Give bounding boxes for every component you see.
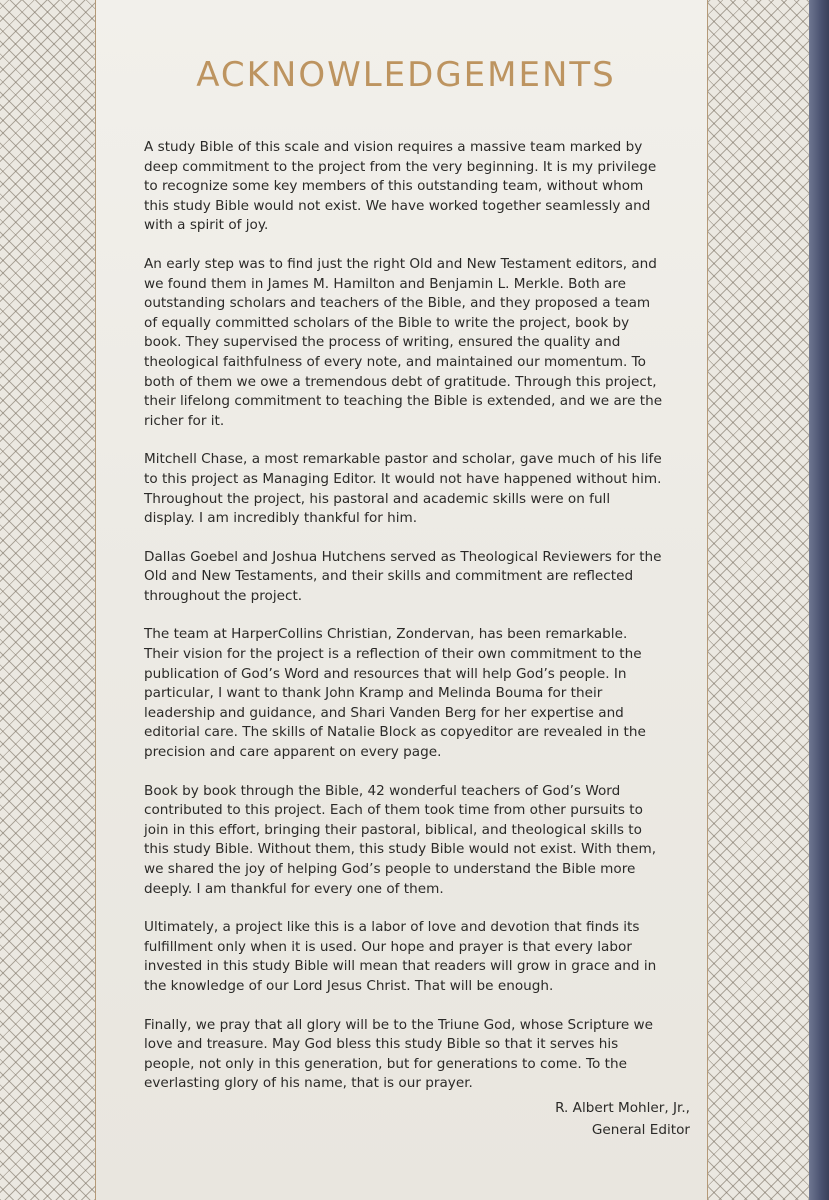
paragraph: An early step was to find just the right Old and New Testament editors, and we found them in James M. Hamilton and Benjamin L. Merkle. Both are outstanding scholars and teachers of the Bible, and they proposed a team of equally committed scholars of the Bible to write the project, book by book. They supervised the process of writing, ensured the quality and theological faithfulness of every note, and maintained our momentum. To both of them we owe a tremendous debt of gratitude. Through this project, their lifelong commitment to teaching the Bible is extended, and we are the richer for it.: [144, 255, 663, 429]
acknowledgements-page: [95, 0, 708, 1200]
paragraph: Ultimately, a project like this is a labor of love and devotion that finds its fulfillment only when it is used. Our hope and prayer is that every labor invested in this study Bible will mean that readers will grow in grace and in the knowledge of our Lord Jesus Christ. That will be enough.: [144, 919, 657, 994]
decorative-border-left: [0, 0, 95, 1200]
paragraph: Book by book through the Bible, 42 wonderful teachers of God’s Word contributed to this project. Each of them took time from other pursuits to join in this effort, bringing their pastoral, biblical, and theological skills to this study Bible. Without them, this study Bible would not exist. With them, we shared the joy of helping God’s people to understand the Bible more deeply. I am thankful for every one of them.: [144, 782, 657, 897]
paragraph: Mitchell Chase, a most remarkable pastor and scholar, gave much of his life to this project as Managing Editor. It would not have happened without him. Throughout the project, his pastoral and academic skills were on full display. I am incredibly thankful for him.: [144, 451, 662, 527]
decorative-border-right: [708, 0, 809, 1200]
book-edge: [809, 0, 829, 1200]
signature-block: [555, 1097, 690, 1141]
acknowledgements-body: [144, 138, 664, 1113]
paragraph: Dallas Goebel and Joshua Hutchens served as Theological Reviewers for the Old and New Testaments, and their skills and commitment are reflected throughout the project.: [144, 548, 662, 604]
paragraph: The team at HarperCollins Christian, Zondervan, has been remarkable. Their vision for the project is a reflection of their own commitment to the publication of God’s Word and resources that will help God’s people. In particular, I want to thank John Kramp and Melinda Bouma for their leadership and guidance, and Shari Vanden Berg for her expertise and editorial care. The skills of Natalie Block as copyeditor are revealed in the precision and care apparent on every page.: [144, 626, 646, 761]
signature-name: R. Albert Mohler, Jr.,: [555, 1100, 690, 1116]
paragraph: Finally, we pray that all glory will be to the Triune God, whose Scripture we love and treasure. May God bless this study Bible so that it serves his people, not only in this generation, but for generations to come. To the everlasting glory of his name, that is our prayer.: [144, 1016, 654, 1092]
signature-role: General Editor: [591, 1122, 690, 1138]
page-title: ACKNOWLEDGEMENTS: [196, 55, 616, 95]
paragraph: A study Bible of this scale and vision requires a massive team marked by deep commitment to the project from the very beginning. It is my privilege to recognize some key members of this outstanding team, without whom this study Bible would not exist. We have worked together seamlessly and with a spirit of joy.: [144, 139, 657, 234]
